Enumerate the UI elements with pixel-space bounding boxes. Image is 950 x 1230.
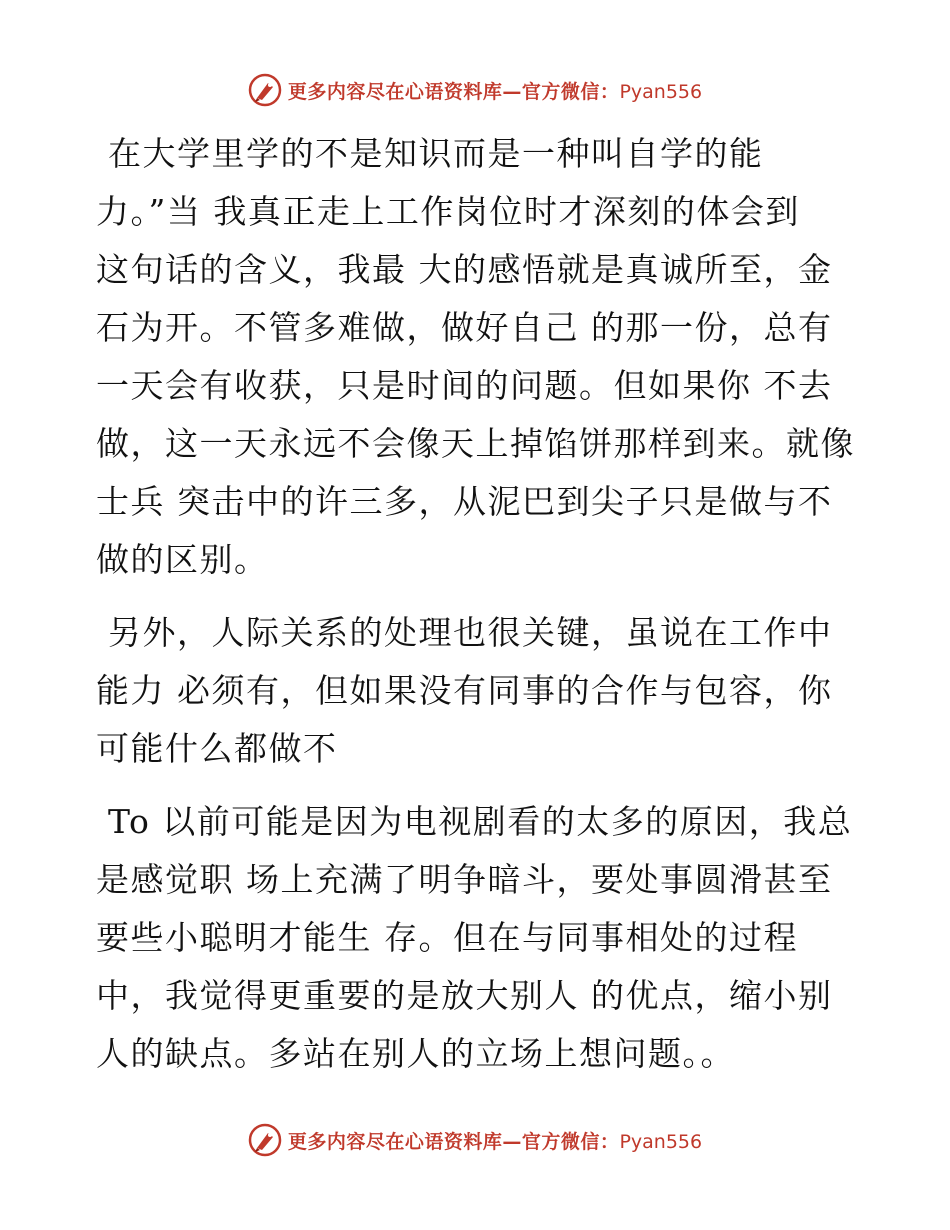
text-line: 在大学里学的不是知识而是一种叫自学的能 bbox=[96, 134, 764, 173]
ink-pen-logo-icon bbox=[248, 73, 282, 107]
text-line: 能力 必须有，但如果没有同事的合作与包容，你 bbox=[96, 671, 833, 710]
text-line: 是感觉职 场上充满了明争暗斗，要处事圆滑甚至 bbox=[96, 860, 833, 899]
paragraph bbox=[96, 604, 856, 778]
footer-watermark bbox=[0, 1120, 950, 1160]
text-line: 一天会有收获，只是时间的问题。但如果你 不去 bbox=[96, 366, 833, 405]
text-line: 这句话的含义，我最 大的感悟就是真诚所至，金 bbox=[96, 250, 833, 289]
text-line: 力。”当 我真正走上工作岗位时才深刻的体会到 bbox=[96, 192, 800, 231]
ink-pen-logo-icon bbox=[248, 1123, 282, 1157]
text-line: 做的区别。 bbox=[96, 540, 269, 579]
text-line: 要些小聪明才能生 存。但在与同事相处的过程 bbox=[96, 918, 798, 957]
text-line: 士兵 突击中的许三多，从泥巴到尖子只是做与不 bbox=[96, 482, 833, 521]
text-line: 石为开。不管多难做，做好自己 的那一份，总有 bbox=[96, 308, 833, 347]
watermark-text: 更多内容尽在心语资料库—官方微信：Pyan556 bbox=[287, 80, 703, 103]
text-line: 可能什么都做不 bbox=[96, 729, 338, 768]
text-line: 另外，人际关系的处理也很关键，虽说在工作中 bbox=[96, 613, 833, 652]
paragraph-gap bbox=[96, 589, 856, 604]
paragraph-gap bbox=[96, 778, 856, 793]
paragraph bbox=[96, 793, 856, 1083]
text-line: 做，这一天永远不会像天上掉馅饼那样到来。就像 bbox=[96, 424, 855, 463]
header-watermark bbox=[0, 70, 950, 110]
paragraph bbox=[96, 125, 856, 589]
watermark-text: 更多内容尽在心语资料库—官方微信：Pyan556 bbox=[287, 1130, 703, 1153]
document-body bbox=[96, 125, 856, 1083]
text-line: To 以前可能是因为电视剧看的太多的原因，我总 bbox=[96, 802, 853, 841]
text-line: 中，我觉得更重要的是放大别人 的优点，缩小别 bbox=[96, 976, 833, 1015]
text-line: 人的缺点。多站在别人的立场上想问题。。 bbox=[96, 1034, 735, 1073]
